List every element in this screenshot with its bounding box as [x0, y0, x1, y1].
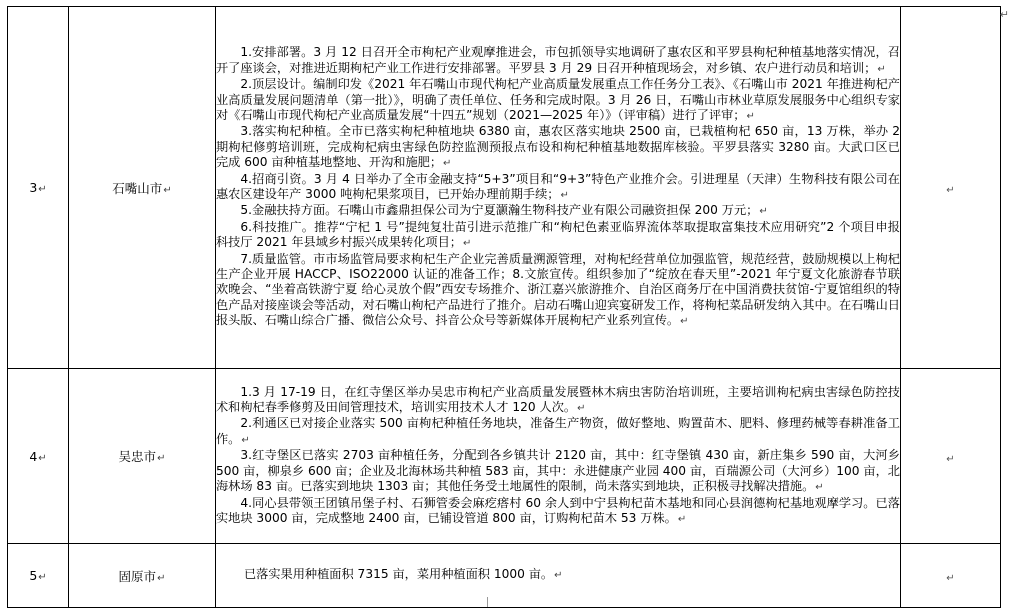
content-paragraph: 4.同心县带领王团镇吊堡子村、石狮管委会麻疙瘩村 60 余人到中宁县枸杞苗木基地和同心县润德枸杞基地观摩学习。已落实地块 3000 亩，完成整地 2400 亩，已铺设管道 800 亩，订购枸杞苗木 53 万株。↵: [216, 495, 900, 525]
row-index: 3: [29, 180, 38, 195]
paragraph-mark-icon: ↵: [462, 238, 472, 250]
row-end-mark-icon: ↵: [999, 8, 1009, 21]
content-cell[interactable]: [216, 7, 901, 369]
content-paragraph: 7.质量监管。市市场监管局要求枸杞生产企业完善质量溯源管理，对枸杞经营单位加强监管，规范经营，鼓励规模以上枸杞生产企业开展 HACCP、ISO22000 认证的准备工作；8.文旅宣传。组织参加了“绽放在春天里”-2021 年宁夏文化旅游春节联欢晚会、“坐着高铁游宁夏 给心灵放个假”西安专场推介、浙江嘉兴旅游推介、自治区商务厅在中国消费扶贫馆-宁夏馆组织的特色产品对接座谈会等活动，对石嘴山枸杞产品进行了推介。启动石嘴山迎宾宴研发工作，将枸杞菜品研发纳入其中。在石嘴山日报头版、石嘴山综合广播、微信公众号、抖音公众号等新媒体开展枸杞产业系列宣传。↵: [216, 251, 900, 328]
row-index-cell[interactable]: [8, 369, 69, 544]
paragraph-mark-icon: ↵: [560, 190, 569, 201]
remarks-cell[interactable]: [901, 544, 1001, 608]
cell-end-mark-icon: ↵: [946, 573, 955, 584]
row-index-cell[interactable]: [8, 544, 69, 608]
paragraph-mark-icon: ↵: [815, 482, 824, 494]
content-paragraph: 6.科技推广。推荐“宁杞 1 号”提纯复壮苗引进示范推广和“枸杞色素亚临界流体萃取提取富集技术应用研究”2 个项目申报科技厅 2021 年县域乡村振兴成果转化项目；↵: [216, 219, 900, 250]
content-cell[interactable]: [216, 369, 901, 544]
row-index: 5: [29, 568, 38, 583]
city-cell[interactable]: [69, 544, 216, 608]
cell-end-mark-icon: ↵: [946, 453, 955, 465]
row-index-cell[interactable]: [8, 7, 69, 369]
cell-end-mark-icon: ↵: [946, 185, 955, 196]
content-paragraph: 4.招商引资。3 月 4 日举办了全市金融支持“5+3”项目和“9+3”特色产业推介会。引进理星（天津）生物科技有限公司在惠农区建设年产 3000 吨枸杞果浆项目，已开始办理前期手续；↵: [216, 171, 900, 201]
remarks-cell[interactable]: [901, 369, 1001, 544]
table-row: [8, 7, 1001, 369]
paragraph-mark-icon: ↵: [157, 453, 166, 464]
city-name: 吴忠市: [118, 449, 157, 464]
table-row: [8, 544, 1001, 608]
content-paragraph: 2.利通区已对接企业落实 500 亩枸杞种植任务地块，准备生产物资，做好整地、购置苗木、肥料、修理药械等春耕准备工作。↵: [216, 416, 900, 446]
city-name: 石嘴山市: [112, 180, 163, 196]
paragraph-mark-icon: ↵: [759, 206, 768, 218]
content-paragraph: 3.红寺堡区已落实 2703 亩种植任务，分配到各乡镇共计 2120 亩，其中：红寺堡镇 430 亩，新庄集乡 590 亩，大河乡 500 亩，柳泉乡 600 亩；企业及北海林场共种植 583 亩，其中：永进健康产业园 400 亩，百瑞源公司（大河乡）100 亩，北海林场 83 亩。已落实到地块 1303 亩；其他任务受土地属性的限制，尚未落实到地块，正积极寻找解决措施。↵: [216, 448, 900, 494]
paragraph-mark-icon: ↵: [877, 63, 886, 75]
content-paragraph: 已落实果用种植面积 7315 亩，菜用种植面积 1000 亩。↵: [244, 567, 563, 582]
content-cell[interactable]: [216, 544, 901, 608]
content-paragraph: 1.3 月 17-19 日，在红寺堡区举办吴忠市枸杞产业高质量发展暨林木病虫害防治培训班，主要培训枸杞病虫害绿色防控技术和枸杞春季修剪及田间管理技术，培训实用技术人才 120 人次。↵: [216, 384, 900, 415]
ruler-marker: [487, 597, 488, 607]
city-name: 固原市: [118, 568, 157, 584]
paragraph-mark-icon: ↵: [163, 184, 172, 196]
paragraph-mark-icon: ↵: [680, 316, 689, 328]
paragraph-mark-icon: ↵: [38, 452, 47, 464]
city-cell[interactable]: [69, 369, 216, 544]
paragraph-mark-icon: ↵: [746, 110, 755, 122]
paragraph-mark-icon: ↵: [241, 434, 250, 446]
content-paragraph: 5.金融扶持方面。石嘴山市鑫鼎担保公司为宁夏灏瀚生物科技产业有限公司融资担保 200 万元；↵: [240, 203, 768, 218]
paragraph-mark-icon: ↵: [554, 570, 563, 582]
city-cell[interactable]: [69, 7, 216, 369]
paragraph-mark-icon: ↵: [38, 572, 47, 583]
progress-table: [7, 6, 1001, 608]
paragraph-mark-icon: ↵: [677, 513, 687, 525]
paragraph-mark-icon: ↵: [443, 158, 452, 170]
paragraph-mark-icon: ↵: [157, 572, 166, 584]
content-paragraph: 3.落实枸杞种植。全市已落实枸杞种植地块 6380 亩，惠农区落实地块 2500 亩，已栽植枸杞 650 亩，13 万株，举办 2 期枸杞修剪培训班，完成枸杞病虫害绿色防控监测预报点布设和枸杞种植基地数据库核验。平罗县落实 3280 亩。大武口区已完成 600 亩种植基地整地、开沟和施肥；↵: [216, 124, 900, 170]
row-index: 4: [29, 448, 38, 464]
paragraph-mark-icon: ↵: [577, 403, 586, 415]
table-row: [8, 369, 1001, 544]
paragraph-mark-icon: ↵: [38, 184, 47, 195]
content-paragraph: 1.安排部署。3 月 12 日召开全市枸杞产业观摩推进会，市包抓领导实地调研了惠农区和平罗县枸杞种植基地落实情况，召开了座谈会，对推进近期枸杞产业工作进行安排部署。平罗县 3 月 29 日召开种植现场会，对乡镇、农户进行动员和培训；↵: [216, 45, 900, 75]
remarks-cell[interactable]: [901, 7, 1001, 369]
content-paragraph: 2.顶层设计。编制印发《2021 年石嘴山市现代枸杞产业高质量发展重点工作任务分工表》、《石嘴山市 2021 年推进枸杞产业高质量发展问题清单（第一批）》，明确了责任单位、任务和完成时限。3 月 26 日，石嘴山市林业草原发展服务中心组织专家对《石嘴山市现代枸杞产业高质量发展“十四五”规划（2021—2025 年）》（评审稿）进行了评审；↵: [216, 77, 900, 122]
